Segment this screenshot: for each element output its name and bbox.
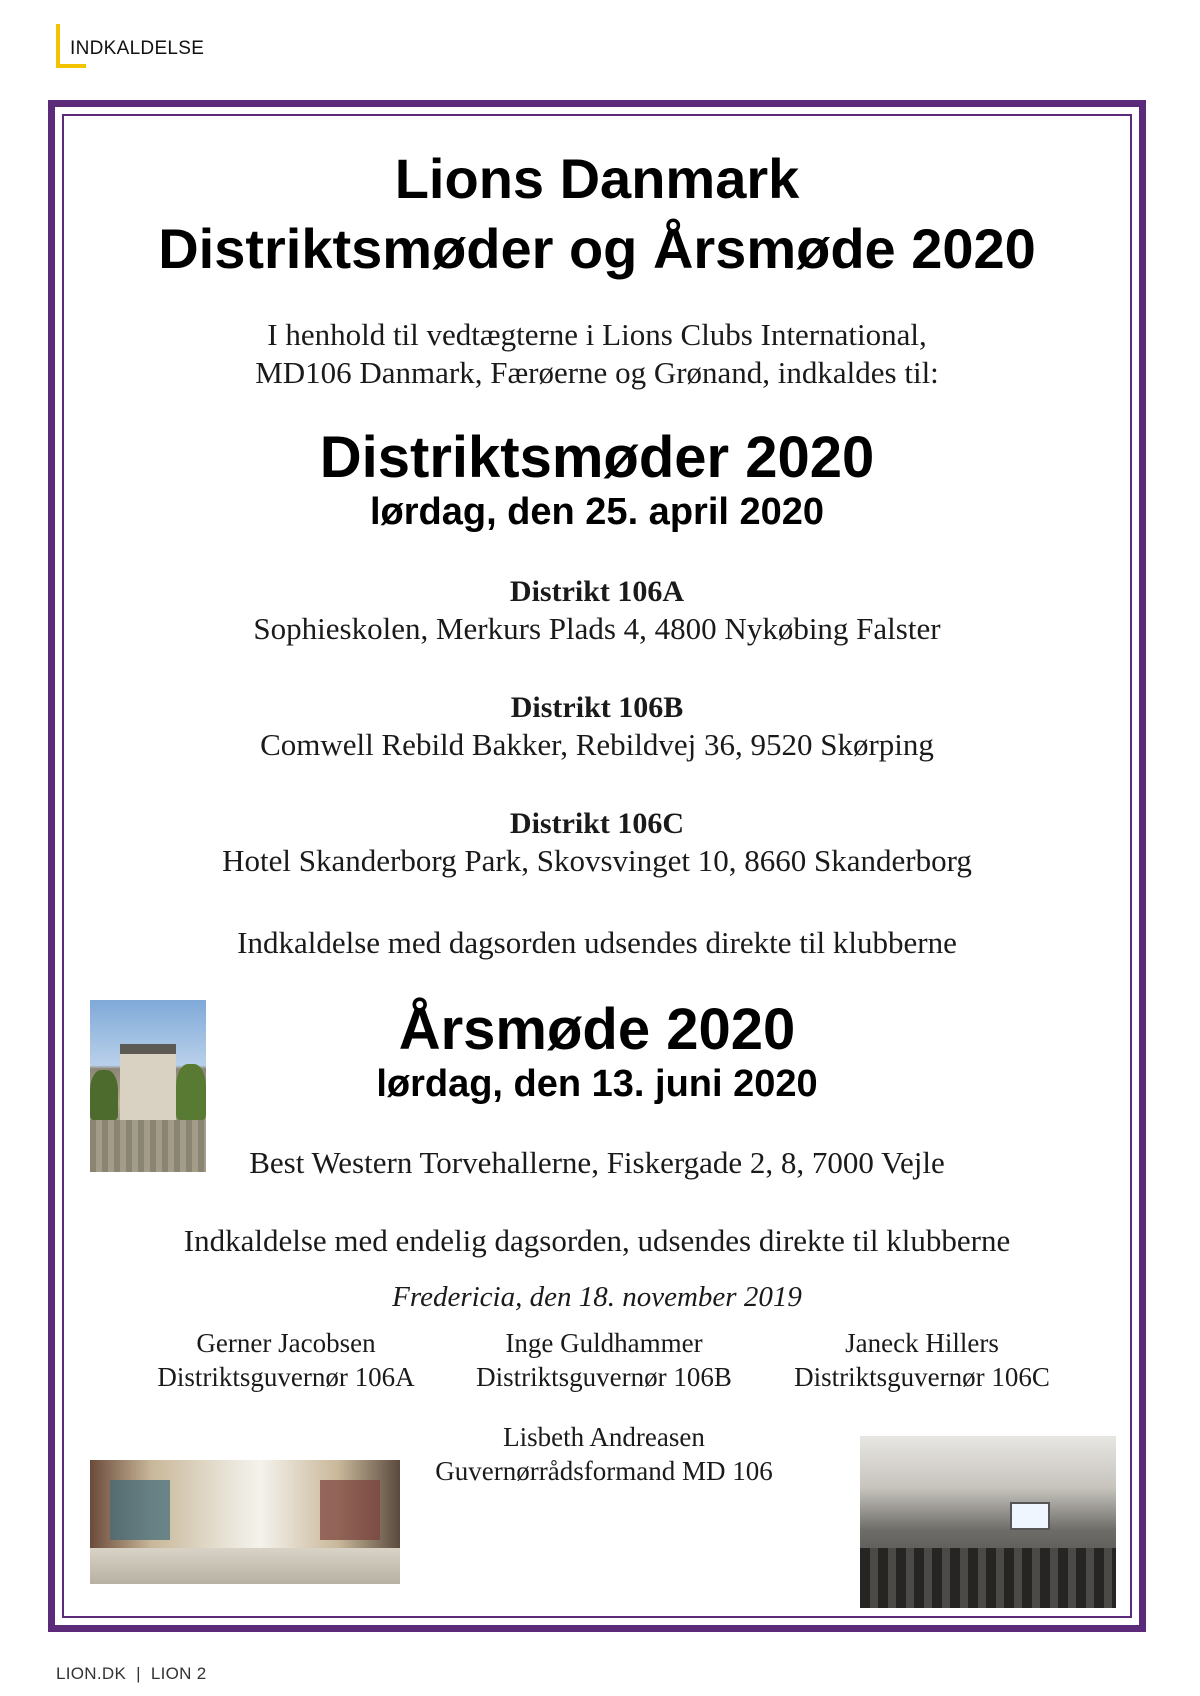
district-name: Distrikt 106A	[509, 575, 685, 608]
footer-separator: |	[136, 1664, 141, 1683]
intro-line-2: MD106 Danmark, Færøerne og Grønand, indkaldes til:	[255, 355, 939, 390]
signatory-name: Gerner Jacobsen	[196, 1328, 376, 1358]
title-line-2: Distriktsmøder og Årsmøde 2020	[158, 217, 1036, 280]
signatory-title: Distriktsguvernør 106A	[157, 1362, 415, 1392]
signatory	[772, 1326, 1072, 1394]
district-address: Comwell Rebild Bakker, Rebildvej 36, 9520 Skørping	[260, 727, 934, 762]
district-address: Sophieskolen, Merkurs Plads 4, 4800 Nykøbing Falster	[253, 611, 941, 646]
district-meetings-heading: Distriktsmøder 2020	[319, 425, 875, 490]
arcade-photo	[90, 1460, 400, 1584]
signatory-title: Distriktsguvernør 106C	[794, 1362, 1050, 1392]
district-meetings-date: lørdag, den 25. april 2020	[369, 491, 825, 533]
footer-site: LION.DK	[56, 1664, 127, 1683]
annual-meeting-venue: Best Western Torvehallerne, Fiskergade 2, 8, 7000 Vejle	[249, 1145, 945, 1180]
signatory	[454, 1326, 754, 1394]
annual-meeting-date: lørdag, den 13. juni 2020	[376, 1063, 818, 1105]
place-and-date: Fredericia, den 18. november 2019	[392, 1281, 802, 1313]
signatory-name: Janeck Hillers	[845, 1328, 999, 1358]
signatory	[430, 1420, 778, 1488]
page-footer	[56, 1664, 207, 1684]
signatory-name: Lisbeth Andreasen	[503, 1422, 705, 1452]
annual-meeting-heading: Årsmøde 2020	[398, 997, 796, 1062]
annual-meeting-note: Indkaldelse med endelig dagsorden, udsendes direkte til klubberne	[183, 1223, 1011, 1258]
district-name: Distrikt 106C	[509, 807, 685, 840]
signatory-name: Inge Guldhammer	[505, 1328, 703, 1358]
conference-hall-photo	[860, 1436, 1116, 1608]
building-photo	[90, 1000, 206, 1172]
signatory	[136, 1326, 436, 1394]
district-name: Distrikt 106B	[510, 691, 684, 724]
section-tag-accent-bar	[56, 24, 60, 68]
section-tag-accent-foot	[56, 64, 86, 68]
section-tag	[56, 24, 256, 68]
intro-line-1: I henhold til vedtægterne i Lions Clubs International,	[267, 317, 927, 352]
title-line-1: Lions Danmark	[394, 147, 800, 210]
footer-page: LION 2	[150, 1664, 207, 1683]
signatory-title: Distriktsguvernør 106B	[476, 1362, 732, 1392]
district-address: Hotel Skanderborg Park, Skovsvinget 10, 8660 Skanderborg	[222, 843, 972, 878]
section-tag-label: INDKALDELSE	[70, 38, 205, 59]
signatory-title: Guvernørrådsformand MD 106	[435, 1456, 773, 1486]
district-meetings-note: Indkaldelse med dagsorden udsendes direkte til klubberne	[237, 925, 957, 960]
